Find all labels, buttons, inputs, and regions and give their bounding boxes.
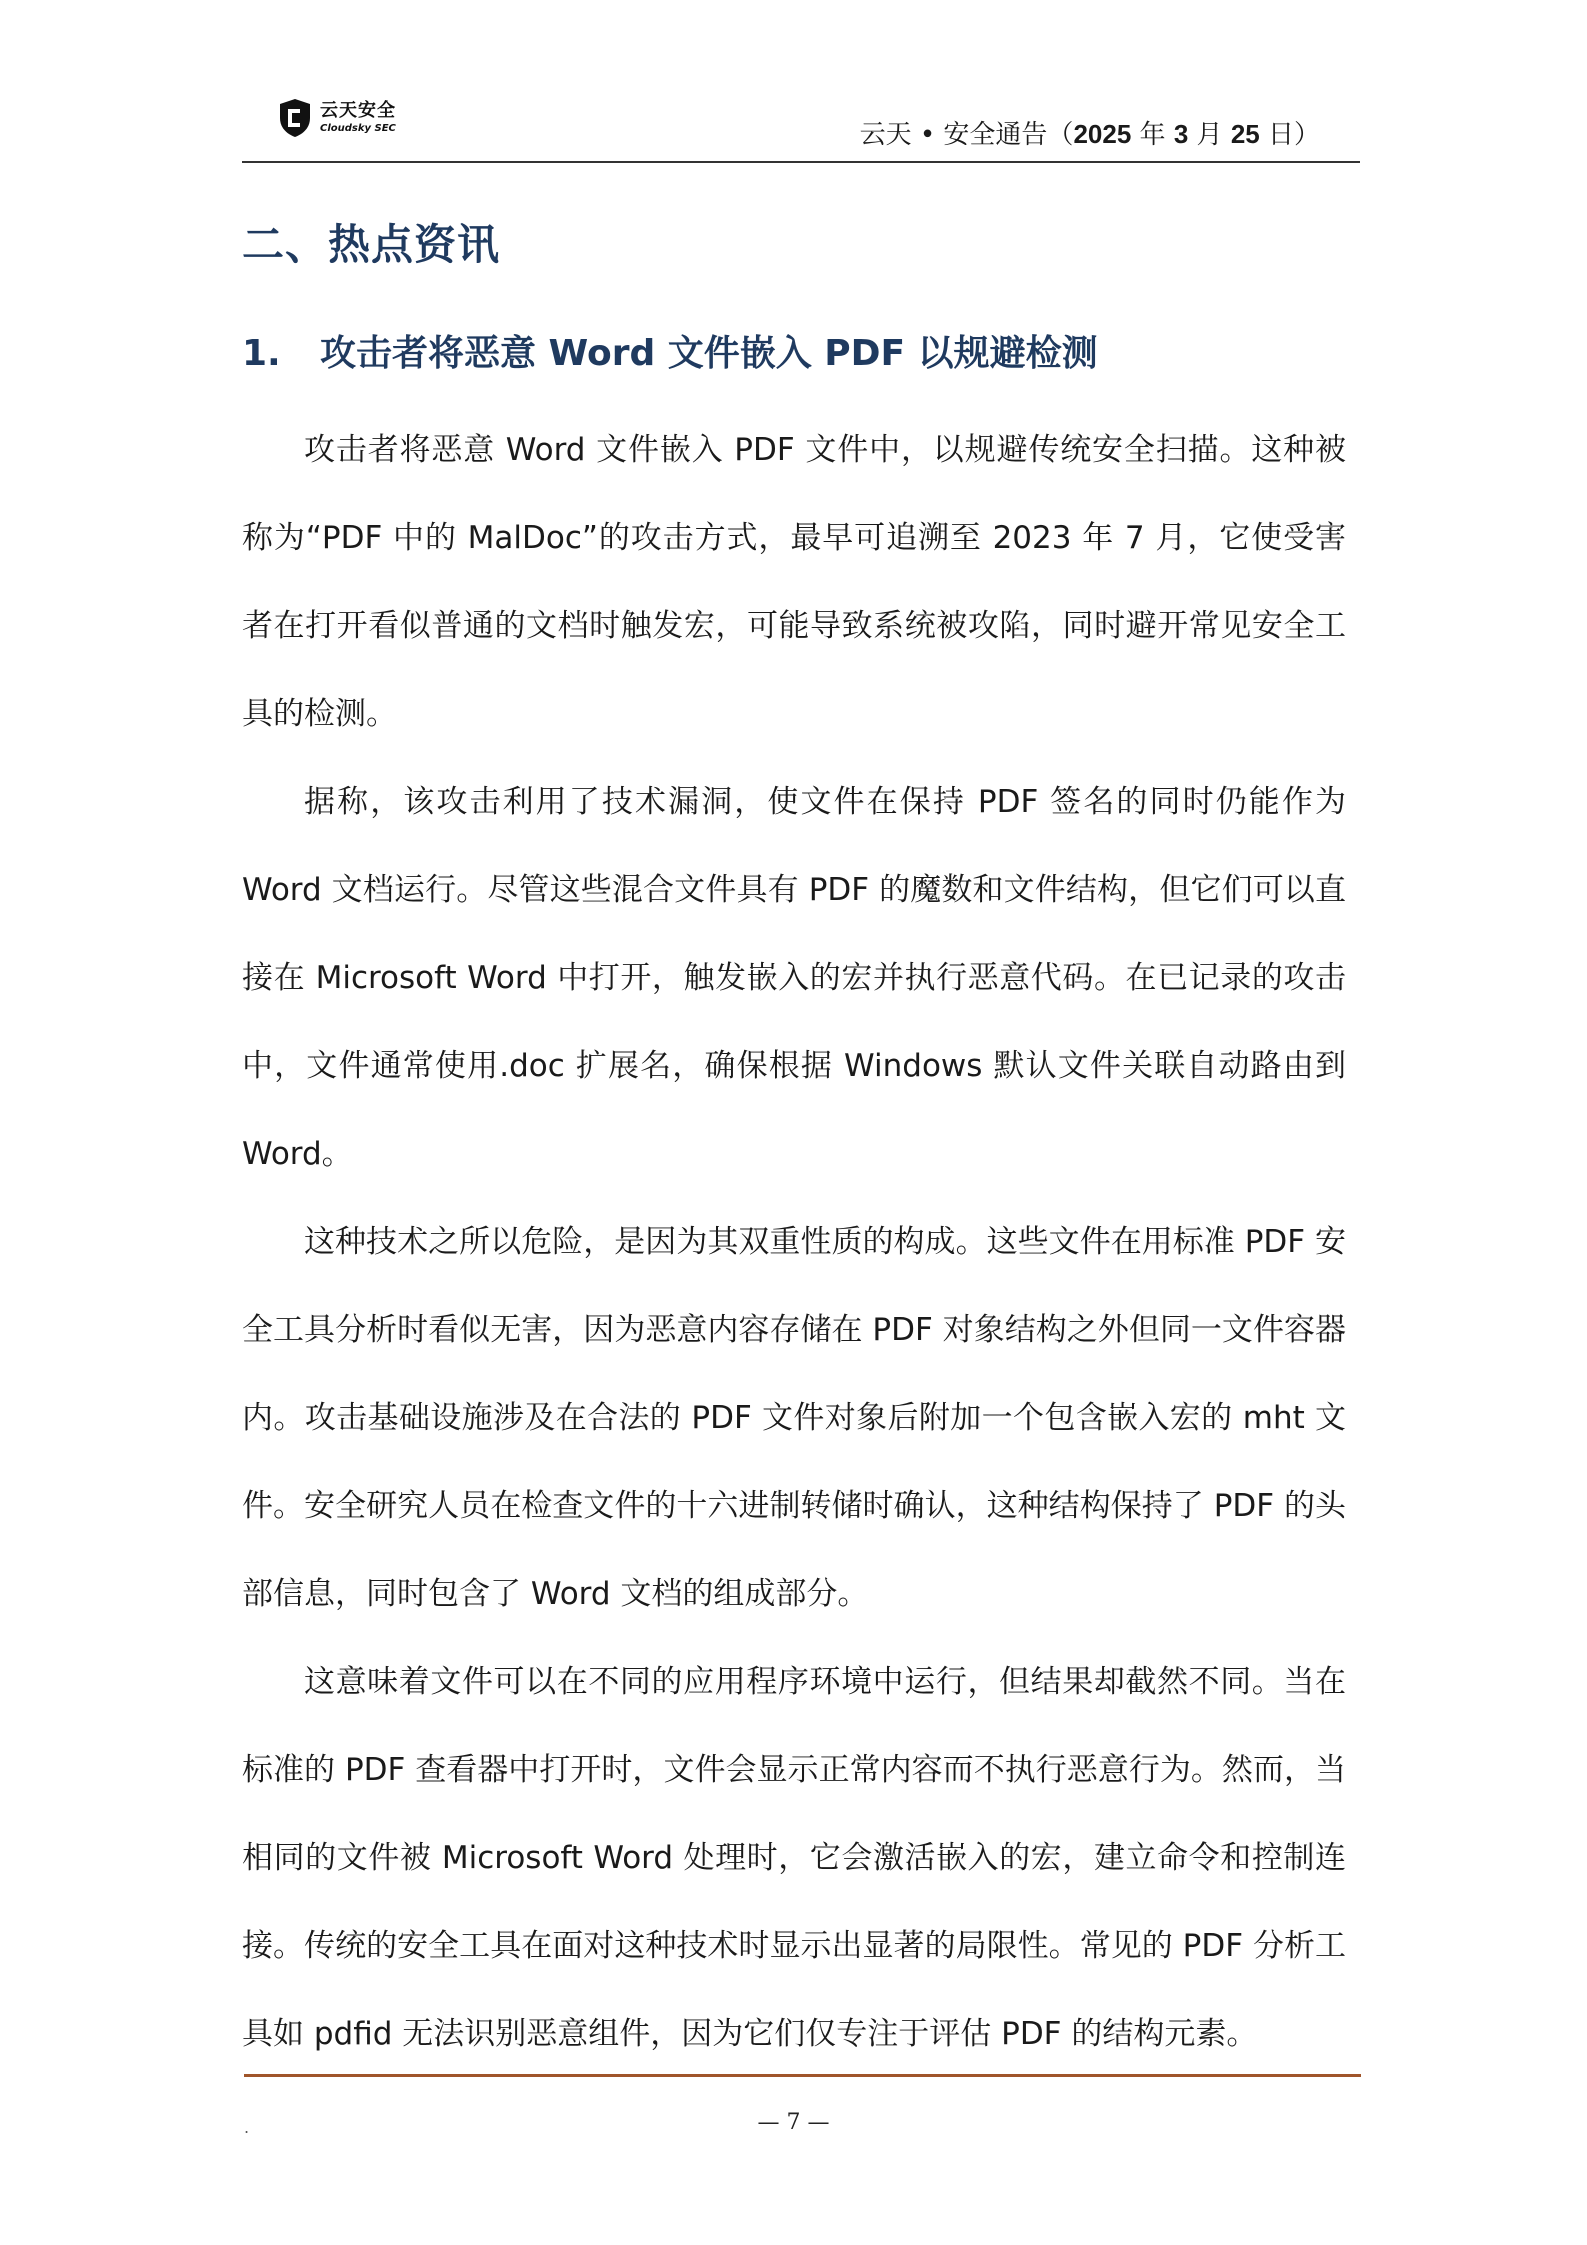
page-header <box>242 88 1360 160</box>
paragraph: 攻击者将恶意 Word 文件嵌入 PDF 文件中，以规避传统安全扫描。这种被称为“PDF 中的 MalDoc”的攻击方式，最早可追溯至 2023 年 7 月，它使受害者在打开看似普通的文档时触发宏，可能导致系统被攻陷，同时避开常见安全工具的检测。 <box>242 432 1346 732</box>
paragraph: 这种技术之所以危险，是因为其双重性质的构成。这些文件在用标准 PDF 安全工具分析时看似无害，因为恶意内容存储在 PDF 对象结构之外但同一文件容器内。攻击基础设施涉及在合法的 PDF 文件对象后附加一个包含嵌入宏的 mht 文件。安全研究人员在检查文件的十六进制转储时确认，这种结构保持了 PDF 的头部信息，同时包含了 Word 文档的组成部分。 <box>242 1224 1346 1612</box>
footer-divider <box>244 2074 1361 2077</box>
article-title: 攻击者将恶意 Word 文件嵌入 PDF 以规避检测 <box>320 333 1098 374</box>
article-heading <box>242 325 1098 376</box>
paragraph: 据称，该攻击利用了技术漏洞，使文件在保持 PDF 签名的同时仍能作为 Word 文档运行。尽管这些混合文件具有 PDF 的魔数和文件结构，但它们可以直接在 Microsoft Word 中打开，触发嵌入的宏并执行恶意代码。在已记录的攻击中，文件通常使用.doc 扩展名，确保根据 Windows 默认文件关联自动路由到 Word。 <box>242 784 1346 1172</box>
bulletin-year: 2025 <box>1073 119 1132 149</box>
bulletin-title: 云天 • 安全通告（ <box>859 120 1074 150</box>
day-unit: 日） <box>1259 120 1320 150</box>
article-number: 1. <box>242 333 281 374</box>
shield-logo-icon <box>278 98 312 138</box>
year-unit: 年 <box>1131 120 1174 150</box>
section-heading: 二、热点资讯 <box>242 220 501 269</box>
bulletin-day: 25 <box>1230 119 1260 149</box>
article-body <box>242 406 1346 2078</box>
header-divider <box>242 161 1360 163</box>
bulletin-month: 3 <box>1173 119 1189 149</box>
footer-mark: . <box>244 2118 250 2137</box>
page-number: — 7 — <box>757 2110 830 2135</box>
brand-logo <box>278 98 396 138</box>
month-unit: 月 <box>1188 120 1231 150</box>
logo-chinese-text: 云天安全 <box>320 100 396 121</box>
paragraph: 这意味着文件可以在不同的应用程序环境中运行，但结果却截然不同。当在标准的 PDF 查看器中打开时，文件会显示正常内容而不执行恶意行为。然而，当相同的文件被 Microsoft Word 处理时，它会激活嵌入的宏，建立命令和控制连接。传统的安全工具在面对这种技术时显示出显著的局限性。常见的 PDF 分析工具如 pdfid 无法识别恶意组件，因为它们仅专注于评估 PDF 的结构元素。 <box>242 1664 1346 2052</box>
logo-english-text: Cloudsky SEC <box>320 123 396 134</box>
bulletin-title-date <box>860 114 1320 151</box>
